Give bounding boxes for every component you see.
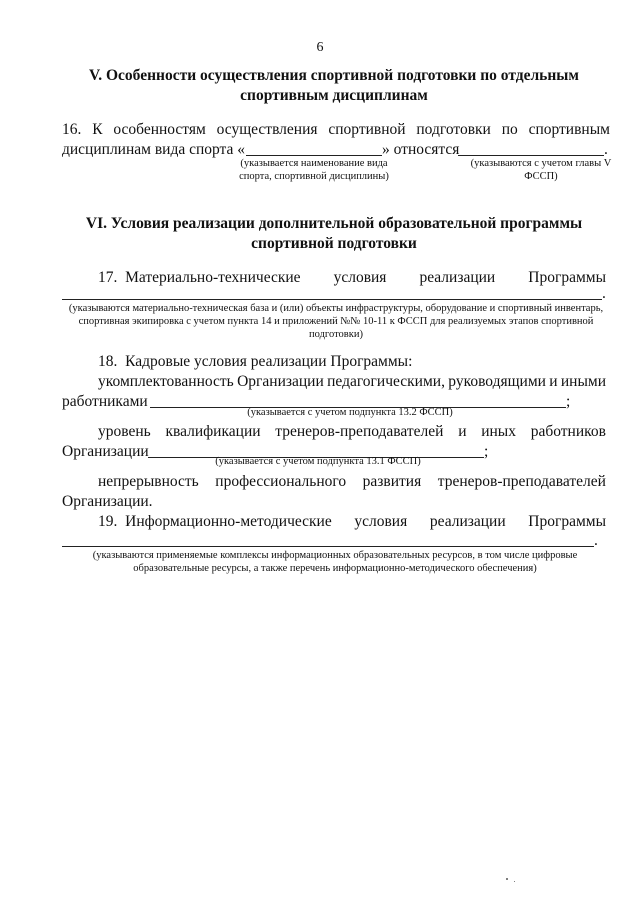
staffing-word: педагогическими,: [327, 373, 445, 390]
staffing-end: ;: [566, 393, 571, 410]
staffing-note: (указывается с учетом подпункта 13.2 ФССП): [247, 407, 453, 418]
staffing-word: руководящими: [448, 373, 546, 390]
p16-line1: [62, 120, 610, 140]
p19-line1: [98, 512, 606, 532]
page-number: 6: [316, 40, 324, 55]
section-5-heading-line2: спортивным дисциплинам: [240, 87, 428, 104]
p17-line1: [98, 268, 606, 288]
qualification-word: работников: [530, 423, 606, 440]
development-word: развития: [362, 473, 422, 490]
p19-word: реализации: [429, 513, 506, 530]
staffing-word: Организации: [237, 373, 324, 390]
qualification-end: ;: [484, 443, 489, 460]
p16-word: спортивным: [528, 121, 610, 138]
section-5-heading: [40, 66, 628, 106]
development-line2: Организации.: [62, 493, 153, 510]
p17-word: Материально-технические: [125, 269, 301, 286]
p18-title-text: Кадровые условия реализации Программы:: [125, 353, 413, 370]
p19-number: 19.: [98, 513, 118, 530]
p16-number: 16.: [62, 121, 82, 138]
qualification-word: иных: [481, 423, 516, 440]
p16-word: спортивной: [328, 121, 406, 138]
staffing-line1: [98, 372, 606, 392]
qualification-line1: [98, 422, 606, 442]
features-blank: [458, 155, 604, 156]
scan-speck: [506, 878, 508, 880]
material-base-blank: [62, 299, 602, 300]
p19-end: .: [594, 532, 598, 549]
qualification-word: уровень: [98, 423, 151, 440]
p16-word: по: [501, 121, 518, 138]
qualification-word: и: [458, 423, 467, 440]
development-word: тренеров-преподавателей: [437, 473, 606, 490]
p16-note-sport: (указывается наименование вида спорта, спортивной дисциплины): [239, 158, 389, 182]
section-6-heading-line2: спортивной подготовки: [251, 235, 417, 252]
qualification-word: квалификации: [165, 423, 261, 440]
p16-line2-end: .: [604, 141, 608, 158]
qualification-word: тренеров-преподавателей: [275, 423, 444, 440]
staffing-word: укомплектованность: [98, 373, 234, 390]
section-6-heading-line1: VI. Условия реализации дополнительной образовательной программы: [85, 215, 583, 232]
p16-line2-mid: » относятся: [382, 141, 460, 158]
development-word: непрерывность: [98, 473, 199, 490]
p16-word: подготовки: [416, 121, 491, 138]
development-word: профессионального: [215, 473, 347, 490]
p17-end: .: [602, 285, 606, 302]
qualification-note: (указывается с учетом подпункта 13.1 ФССП): [215, 456, 421, 467]
section-5-heading-line1: V. Особенности осуществления спортивной подготовки по отдельным: [89, 67, 579, 84]
p16-word: К: [92, 121, 103, 138]
qualification-line2: Организации: [62, 443, 149, 460]
p16-line2-start: дисциплинам вида спорта «: [62, 141, 246, 158]
p17-word: Программы: [528, 269, 606, 286]
p17-number: 17.: [98, 269, 118, 286]
sport-name-blank: [246, 155, 382, 156]
p19-word: условия: [354, 513, 408, 530]
staffing-line2: работниками: [62, 393, 148, 410]
section-6-heading: [40, 214, 628, 254]
p16-word: особенностям: [113, 121, 206, 138]
development-line1: [98, 472, 606, 492]
p17-word: условия: [333, 269, 387, 286]
scan-speck: [514, 881, 515, 882]
p18-title: [98, 352, 412, 372]
staffing-word: иными: [560, 373, 606, 390]
p16-word: осуществления: [216, 121, 318, 138]
staffing-word: и: [549, 373, 558, 390]
p16-note-chapter: (указываются с учетом главы V ФССП): [470, 158, 612, 182]
p19-word: Программы: [528, 513, 606, 530]
p17-note: (указываются материально-техническая база и (или) объекты инфраструктуры, оборудование и спортивный инвентарь, спортивная экипировка с учетом пункта 14 и приложений №№ 10-11 к ФССП для реализуемых этапов спортивной подготовки): [68, 303, 604, 340]
p18-number: 18.: [98, 353, 118, 370]
p19-word: Информационно-методические: [125, 513, 332, 530]
p19-note: (указываются применяемые комплексы информационных образовательных ресурсов, в том числе цифровые образовательные ресурсы, а также перечень информационно-методического обеспечения): [92, 550, 578, 574]
info-resources-blank: [62, 546, 594, 547]
p17-word: реализации: [419, 269, 496, 286]
